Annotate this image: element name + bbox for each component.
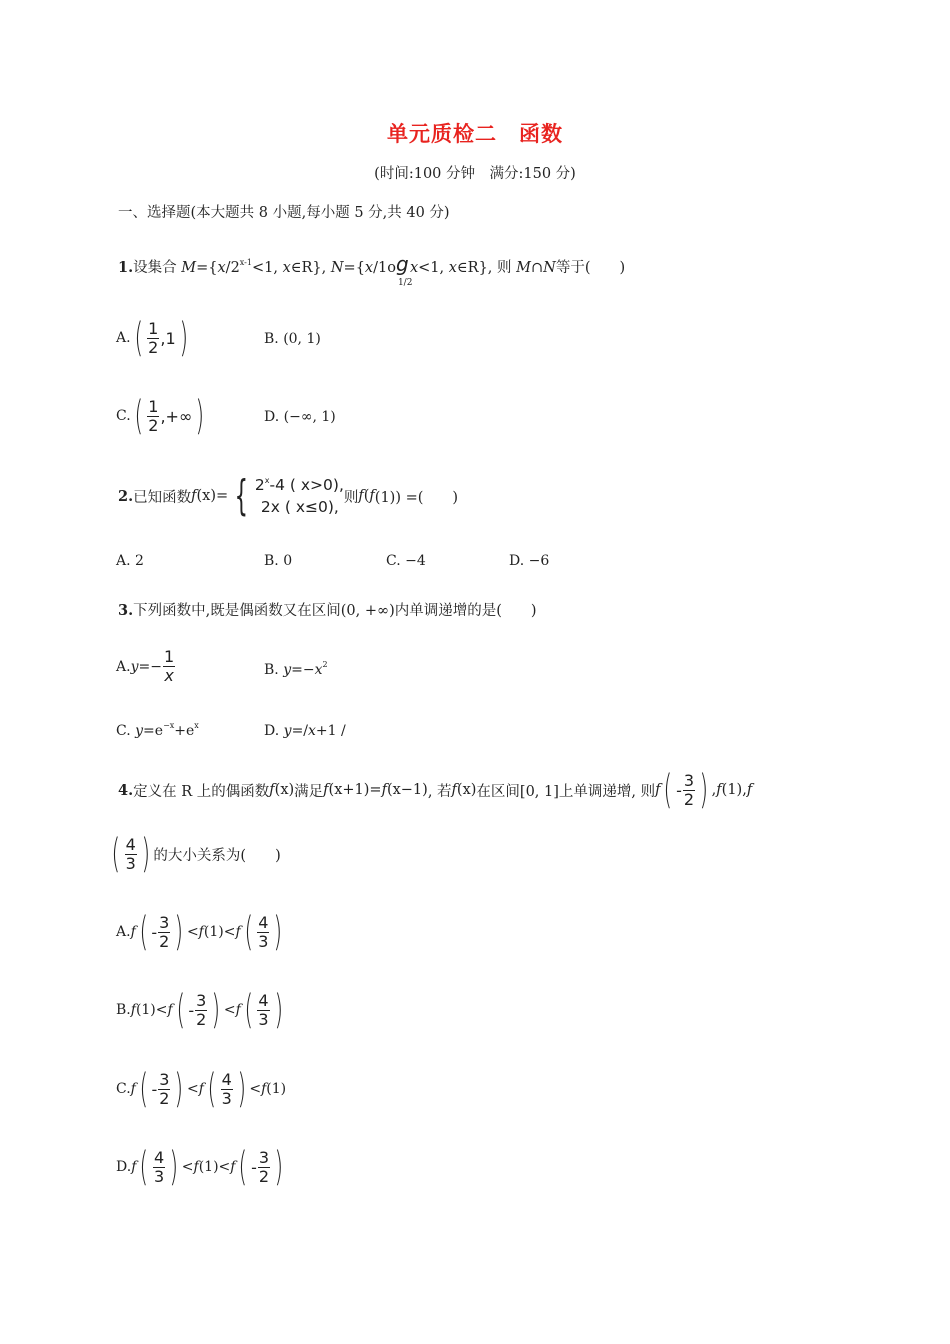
question-4-option-b[interactable]: B. f (1) < f ( - $\frac{3}{2}$ ) < f ( $\frac{4}{3}$ ) (116, 987, 283, 1033)
question-2-option-b[interactable]: B. 0 (264, 553, 293, 569)
question-3-option-b[interactable]: B. $y=-x^2$ (264, 660, 328, 678)
question-number: 2. (118, 487, 134, 505)
question-4-stem-line2: ( $\frac{4}{3}$ ) 的大小关系为( ) (111, 831, 281, 877)
question-4-option-c[interactable]: C. f ( - $\frac{3}{2}$ ) < f ( $\frac{4}{3}$ ) < f (1) (116, 1066, 287, 1112)
question-3-stem: 3.下列函数中,既是偶函数又在区间(0, +∞)内单调递增的是( ) (118, 602, 537, 619)
question-2-stem: 2. 已知函数 f (x) = { 2$^x$-4 ( x>0), 2x ( x≤0), 则 f ( f (1)) =( ) (118, 471, 459, 520)
question-3-option-c[interactable]: C. $y=e^{-x}+e^x$ (116, 721, 199, 739)
question-1-option-d[interactable]: D. (−∞, 1) (264, 409, 336, 425)
question-3-option-a[interactable]: A. y =− $\frac{1}{x}$ (116, 647, 175, 685)
question-4-stem-line1: 4. 定义在 R 上的偶函数 f (x) 满足 f (x+1) = f (x−1) , 若 f (x) 在区间[0, 1]上单调递增, 则 f ( - $\frac{3}{2}$ ) , f (1), f (118, 767, 753, 813)
question-1-option-b[interactable]: B. (0, 1) (264, 331, 321, 347)
question-1-option-c[interactable]: C. ( $\frac{1}{2}$ ,+∞ ) (116, 393, 205, 439)
exam-info: (时间:100 分钟 满分:150 分) (374, 166, 576, 182)
question-4-option-d[interactable]: D. f ( $\frac{4}{3}$ ) < f (1) < f ( - $\frac{3}{2}$ ) (116, 1144, 284, 1190)
question-1-stem: 1.设集合 $M=\{x/2^{x-1}<1$, x∈R}, N={x/1o g 1/2 x<1, x∈R}, 则 M∩N等于( ) (118, 252, 626, 288)
question-2-option-a[interactable]: A. 2 (116, 553, 144, 569)
page-title: 单元质检二 函数 (387, 121, 563, 146)
question-3-option-d[interactable]: D. y=/x+1 / (264, 723, 346, 739)
question-number: 1. (118, 259, 134, 276)
piecewise-cases: 2$^x$-4 ( x>0), 2x ( x≤0), (254, 476, 344, 516)
question-2-option-d[interactable]: D. −6 (509, 553, 550, 569)
question-number: 3. (118, 602, 134, 619)
question-1-option-a[interactable]: A. ( $\frac{1}{2}$ ,1 ) (116, 315, 188, 361)
section-heading: 一、选择题(本大题共 8 小题,每小题 5 分,共 40 分) (118, 205, 450, 221)
question-4-option-a[interactable]: A. f ( - $\frac{3}{2}$ ) < f (1) < f ( $\frac{4}{3}$ ) (116, 909, 283, 955)
question-2-option-c[interactable]: C. −4 (386, 553, 426, 569)
question-number: 4. (118, 781, 134, 799)
